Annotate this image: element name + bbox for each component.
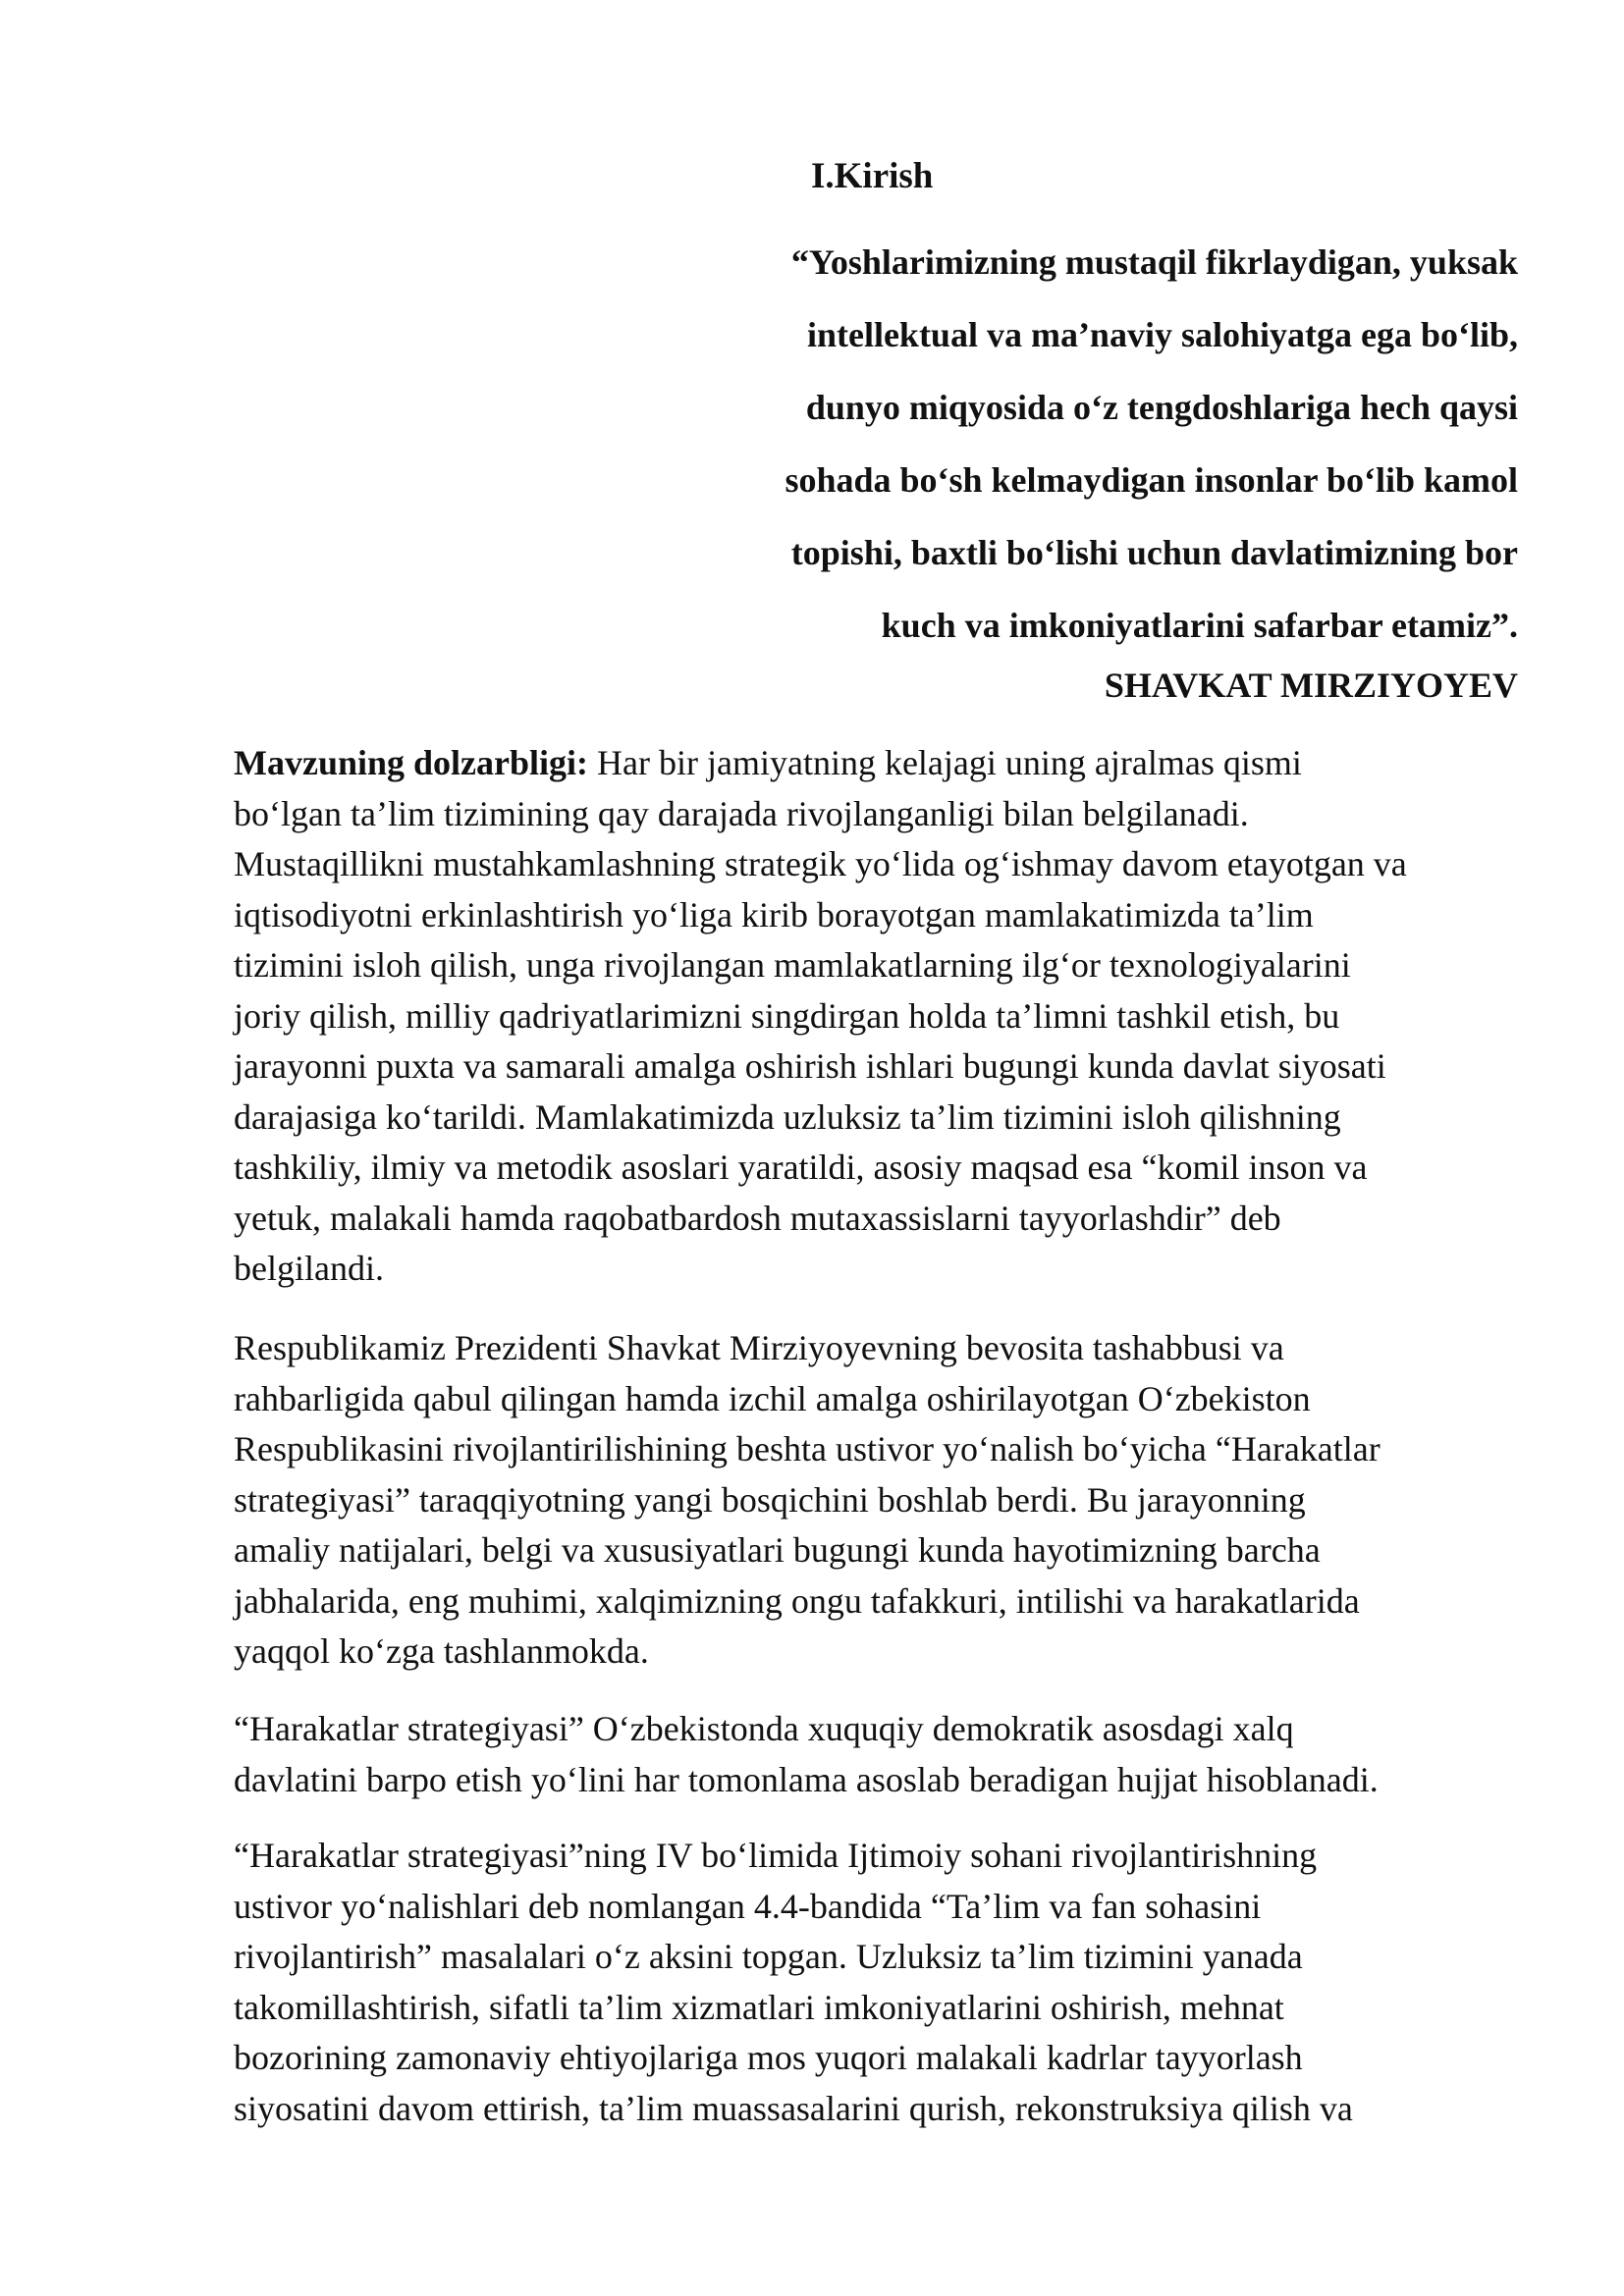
paragraph-line: yaqqol ko‘zga tashlanmokda. [234,1631,649,1671]
paragraph-relevance [234,738,1530,1295]
paragraph-line: Respublikasini rivojlantirilishining beshta ustivor yo‘nalish bo‘yicha “Harakatlar [234,1429,1380,1468]
paragraph-line: Mustaqillikni mustahkamlashning strategik yo‘lida og‘ishmay davom etayotgan va [234,844,1407,883]
paragraph-line: tashkiliy, ilmiy va metodik asoslari yaratildi, asosiy maqsad esa “komil inson va [234,1148,1368,1187]
paragraph-line: bozorining zamonaviy ehtiyojlariga mos yuqori malakali kadrlar tayyorlash [234,2038,1303,2077]
epigraph-line: kuch va imkoniyatlarini safarbar etamiz”. [881,606,1518,645]
paragraph-line: darajasiga ko‘tarildi. Mamlakatimizda uzluksiz ta’lim tizimini isloh qilishning [234,1096,1341,1137]
epigraph-line: intellektual va ma’naviy salohiyatga ega bo‘lib, [806,315,1518,354]
paragraph-line: jabhalarida, eng muhimi, xalqimizning ongu tafakkuri, intilishi va harakatlarida [234,1580,1360,1621]
epigraph-line: “Yoshlarimizning mustaqil fikrlaydigan, yuksak [790,242,1518,282]
epigraph-line: topishi, baxtli bo‘lishi uchun davlatimizning bor [790,533,1518,572]
paragraph-line: rivojlantirish” masalalari o‘z aksini topgan. Uzluksiz ta’lim tizimini yanada [234,1937,1303,1976]
paragraph-line: siyosatini davom ettirish, ta’lim muassasalarini qurish, rekonstruksiya qilish va [234,2088,1353,2128]
relevance-label: Mavzuning dolzarbligi: [234,743,589,782]
epigraph-line: sohada bo‘sh kelmaydigan insonlar bo‘lib kamol [785,460,1518,500]
paragraph-line-text: Har bir jamiyatning kelajagi uning ajralmas qismi [588,743,1302,782]
paragraph-line: belgilandi. [234,1249,384,1288]
paragraph-line: takomillashtirish, sifatli ta’lim xizmatlari imkoniyatlarini oshirish, mehnat [234,1987,1284,2027]
paragraph-line: bo‘lgan ta’lim tizimining qay darajada rivojlanganligi bilan belgilanadi. [234,793,1249,833]
epigraph-author: SHAVKAT MIRZIYOYEV [1104,666,1518,705]
paragraph-line: rahbarligida qabul qilingan hamda izchil amalga oshirilayotgan O‘zbekiston [234,1378,1311,1418]
paragraph-line: amaliy natijalari, belgi va xususiyatlari bugungi kunda hayotimizning barcha [234,1530,1321,1570]
paragraph-line: Respublikamiz Prezidenti Shavkat Mirziyoyevning bevosita tashabbusi va [234,1328,1284,1367]
paragraph-strategy-intro [234,1323,1530,1678]
paragraph-education-section [234,1831,1530,2134]
epigraph-line: dunyo miqyosida o‘z tengdoshlariga hech qaysi [805,388,1518,427]
section-heading: I.Kirish [811,156,934,196]
paragraph-line: yetuk, malakali hamda raqobatbardosh mutaxassislarni tayyorlashdir” deb [234,1198,1281,1238]
paragraph-strategy-document [234,1704,1530,1805]
paragraph-line: strategiyasi” taraqqiyotning yangi bosqichini boshlab berdi. Bu jarayonning [234,1479,1306,1520]
paragraph-line: “Harakatlar strategiyasi” O‘zbekistonda xuquqiy demokratik asosdagi xalq [234,1709,1294,1748]
paragraph-line: “Harakatlar strategiyasi”ning IV bo‘limida Ijtimoiy sohani rivojlantirishning [234,1836,1318,1875]
paragraph-line: iqtisodiyotni erkinlashtirish yo‘liga kirib borayotgan mamlakatimizda ta’lim [234,894,1314,934]
paragraph-line: tizimini isloh qilish, unga rivojlangan mamlakatlarning ilg‘or texnologiyalarini [234,945,1351,985]
paragraph-line [234,738,1530,789]
paragraph-line: davlatini barpo etish yo‘lini har tomonlama asoslab beradigan hujjat hisoblanadi. [234,1759,1379,1799]
epigraph-quote [687,226,1518,662]
paragraph-line: joriy qilish, milliy qadriyatlarimizni singdirgan holda ta’limni tashkil etish, bu [234,995,1340,1036]
paragraph-line: jarayonni puxta va samarali amalga oshirish ishlari bugungi kunda davlat siyosati [234,1046,1386,1086]
paragraph-line: ustivor yo‘nalishlari deb nomlangan 4.4-bandida “Ta’lim va fan sohasini [234,1886,1262,1926]
